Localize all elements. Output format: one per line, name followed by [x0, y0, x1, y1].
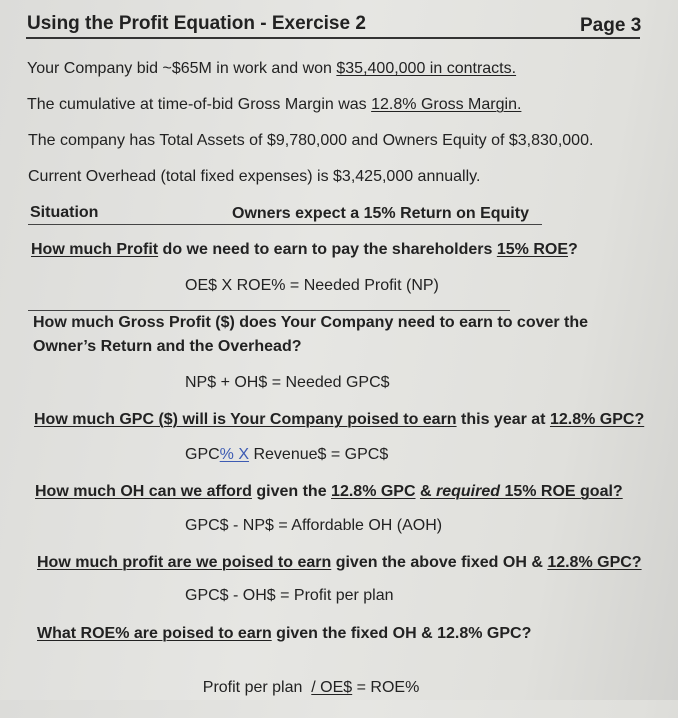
intro-line-1-text: Your Company bid ~$65M in work and won	[27, 60, 337, 77]
question-3	[34, 410, 644, 430]
question-1-lead: How much Profit	[31, 241, 159, 258]
question-1-body: do we need to earn to pay the shareholders	[158, 241, 497, 258]
question-4-amp: &	[419, 483, 436, 500]
question-5	[37, 553, 642, 573]
situation-text: Owners expect a 15% Return on Equity	[232, 205, 529, 222]
question-4-required: required	[435, 483, 500, 500]
formula-2: NP$ + OH$ = Needed GPC$	[185, 374, 390, 391]
intro-line-3: The company has Total Assets of $9,780,000 and Owners Equity of $3,830,000.	[28, 132, 594, 149]
question-4-lead: How much OH can we afford	[35, 483, 252, 500]
question-4-gpc: 12.8% GPC	[331, 483, 416, 500]
question-1-roe: 15% ROE	[496, 241, 568, 258]
question-6	[37, 624, 531, 644]
intro-line-2-text: The cumulative at time-of-bid Gross Margin was	[27, 96, 372, 113]
formula-3-rest: Revenue$ = GPC$	[249, 446, 389, 463]
situation-label: Situation	[30, 204, 99, 221]
question-2-underline	[28, 310, 510, 311]
title-divider	[26, 37, 640, 39]
question-3-lead: How much GPC ($) will is Your Company poised to earn	[34, 411, 457, 428]
question-2-line-1	[33, 313, 588, 333]
formula-3	[185, 445, 388, 465]
situation-divider	[28, 224, 542, 225]
formula-6-divisor: / OE$	[311, 679, 353, 696]
question-5-lead: How much profit are we poised to earn	[37, 554, 332, 571]
contracts-won-value: $35,400,000 in contracts.	[336, 60, 517, 77]
question-3-body: this year at	[456, 411, 550, 428]
formula-3-gpc: GPC	[185, 446, 220, 463]
question-3-gpc: 12.8% GPC?	[549, 411, 645, 428]
page-title: Using the Profit Equation - Exercise 2	[27, 13, 366, 34]
intro-line-1	[27, 59, 516, 79]
formula-6-profit: Profit per plan	[202, 679, 312, 696]
question-4-goal: 15% ROE goal?	[500, 483, 623, 500]
formula-3-pct-x: % X	[219, 446, 250, 463]
question-2-line-2: Owner’s Return and the Overhead?	[33, 338, 302, 355]
question-5-body: given the above fixed OH &	[331, 554, 548, 571]
question-2-lead: How much Gross Profit ($) does Your Company need to earn	[33, 314, 493, 331]
question-6-lead: What ROE% are poised to earn	[37, 625, 272, 642]
question-1	[31, 240, 578, 260]
question-1-end: ?	[568, 241, 578, 258]
formula-4: GPC$ - NP$ = Affordable OH (AOH)	[185, 517, 443, 534]
formula-6	[185, 658, 419, 718]
gross-margin-value: 12.8% Gross Margin.	[371, 96, 522, 113]
formula-1: OE$ X ROE% = Needed Profit (NP)	[185, 277, 439, 294]
intro-line-2	[27, 95, 521, 115]
question-6-body: given the fixed OH & 12.8% GPC?	[271, 625, 532, 642]
question-4-body: given the	[251, 483, 332, 500]
question-2-body: to cover the	[492, 314, 589, 331]
question-5-gpc: 12.8% GPC?	[547, 554, 642, 571]
formula-6-result: = ROE%	[352, 679, 420, 696]
formula-5: GPC$ - OH$ = Profit per plan	[185, 587, 394, 604]
question-4	[35, 482, 623, 502]
intro-line-4: Current Overhead (total fixed expenses) is $3,425,000 annually.	[28, 168, 481, 185]
page-number: Page 3	[580, 15, 642, 36]
